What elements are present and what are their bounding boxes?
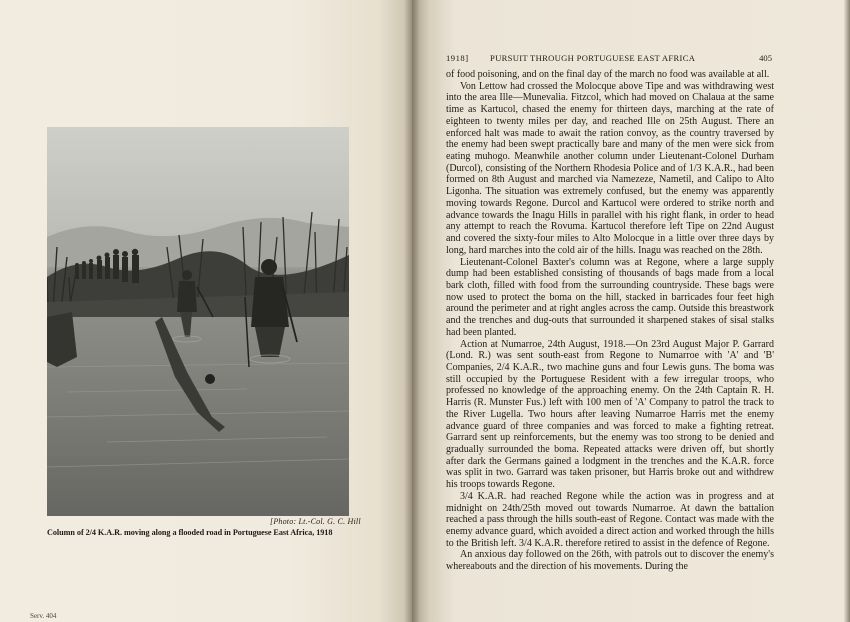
paragraph-4: Action at Numarroe, 24th August, 1918.—On 23rd August Major P. Garrard (Lond. R.) was sent south-east from Regone to Numarroe with 'A' and 'B' Companies, 2/4 K.A.R., two machine guns and four Lewis guns. The boma was still occupied by the Portuguese Resident with a few irregular troops, who professed no knowledge of the approaching enemy. On the 24th Captain R. H. Harris (R. Munster Fus.) left with 100 men of 'A' Company to patrol the track to the River Lugella. Two hours after leaving Numarroe Harris met the enemy advance guard of three companies and was forced to make a fighting retreat. Garrard sent up reinforcements, but the enemy was too strong to be denied and gradually surrounded the boma. Repeated attacks were driven off, but shortly after dark the Germans gained a lodgment in the trenches and the K.A.R. force was split in two. Garrard was taken prisoner, but Harris broke out and withdrew his troops towards Regone. <box>446 338 774 491</box>
paragraph-6: An anxious day followed on the 26th, with patrols out to discover the enemy's whereabouts and the direction of his movements. During the <box>446 549 774 573</box>
running-head <box>446 53 772 65</box>
left-page-footer-fragment: Serv. 404 <box>30 612 57 620</box>
left-page <box>0 0 412 622</box>
book-gutter <box>404 0 420 622</box>
running-head-title: PURSUIT THROUGH PORTUGUESE EAST AFRICA <box>490 53 696 63</box>
paragraph-2: Von Lettow had crossed the Molocque above Tipe and was withdrawing west into the area Ille—Munevalia. Fitzcol, which had moved on Chalaua at the same time as Kartucol, chased the enemy for thirteen days, marching at the rate of eighteen to twenty miles per day, and reached Ille on 25th August. There an enforced halt was made to await the ration convoy, as the country traversed by the enemy had been swept practically bare and many of the men were sick from eating muhogo. Meanwhile another column under Lieutenant-Colonel Durham (Durcol), consisting of the Northern Rhodesia Police and of 1/3 K.A.R., had been formed on 8th August and marched via Namezeze, Nametil, and Calipo to Alto Ligonha. The situation was extremely confused, but the enemy was apparently moving towards Regone. Durcol and Kartucol were ordered to strike north and advance towards the Inagu Hills in parallel with his right flank, in order to head any attempt to reach the Rovuma. Kartucol therefore left Tipe on 22nd August and covered the sixty-four miles to Alto Molocque in a little over three days by long, hard marches into the cold air of the hills. Inagu was reached on the 28th. <box>446 80 774 256</box>
body-text <box>446 69 774 622</box>
running-head-year: 1918] <box>446 53 469 63</box>
paragraph-5: 3/4 K.A.R. had reached Regone while the action was in progress and at midnight on 24th/25th moved out towards Numarroe. At dawn the battalion reached a pass through the hills south-east of Regone. Contact was made with the enemy advance guard, which avoided a direct action and worked through the hills to the British left. 3/4 K.A.R. therefore retired to assist in the defence of Regone. <box>446 490 774 549</box>
paragraph-1: of food poisoning, and on the final day of the march no food was available at all. <box>446 69 770 80</box>
photo-illustration <box>47 127 349 516</box>
photo-caption: Column of 2/4 K.A.R. moving along a flooded road in Portuguese East Africa, 1918 <box>47 528 333 537</box>
page-number: 405 <box>759 53 772 63</box>
photo-credit: [Photo: Lt.-Col. G. C. Hill <box>270 517 361 526</box>
page-edge <box>844 0 850 622</box>
photograph-flooded-road-column <box>47 127 349 516</box>
paragraph-3: Lieutenant-Colonel Baxter's column was at Regone, where a large supply dump had been established consisting of thousands of bags made from a local bark cloth, filled with food from the surrounding countryside. These bags were now used to protect the boma on the hill, stacked in barricades four feet high around the perimeter and at right angles across the camp. Outside this breastwork and the trenches and dug-outs that surrounded it sharpened stakes of sisal stalks had been planted. <box>446 256 774 338</box>
